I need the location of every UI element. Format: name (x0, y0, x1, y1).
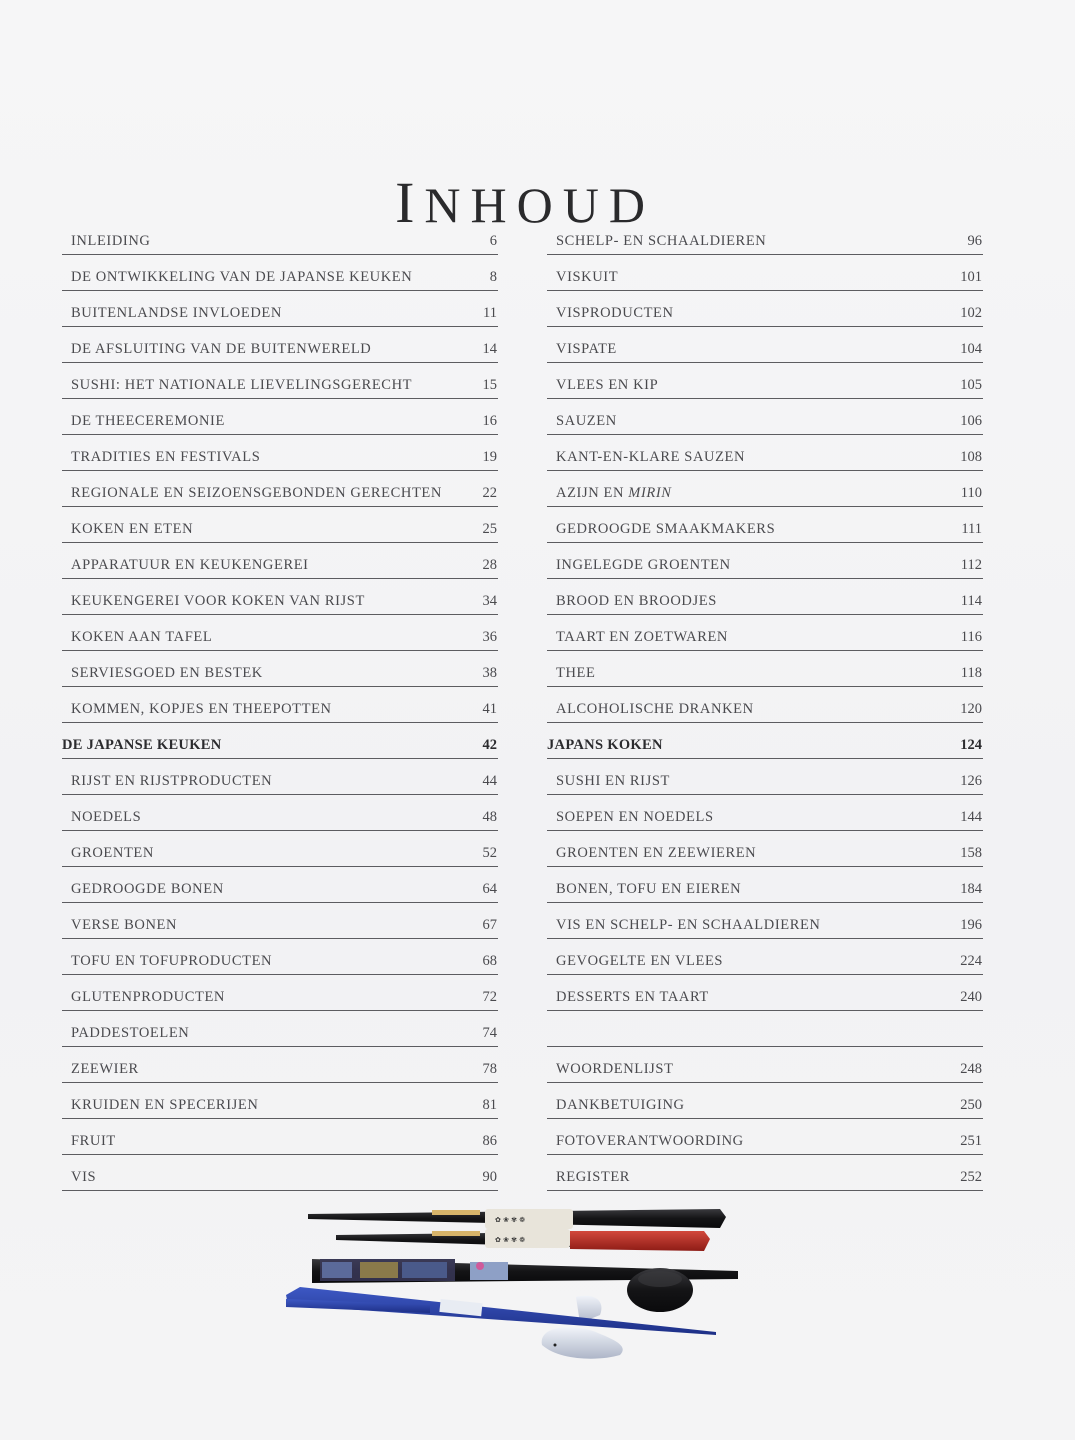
toc-entry-title (71, 845, 154, 862)
toc-entry[interactable] (62, 1121, 498, 1155)
toc-page-number: 44 (482, 773, 497, 789)
toc-page-number: 108 (960, 449, 982, 465)
toc-entry-title-text: DE ONTWIKKELING VAN DE JAPANSE KEUKEN (71, 269, 413, 285)
toc-page-number: 248 (960, 1061, 982, 1077)
toc-entry-title (556, 413, 617, 430)
toc-entry-title (71, 305, 282, 322)
toc-page-number: 78 (482, 1061, 497, 1077)
toc-entry-title (71, 485, 442, 502)
toc-entry-title-text: SCHELP- EN SCHAALDIEREN (556, 233, 767, 249)
toc-page-number: 105 (960, 377, 982, 393)
toc-page-number: 110 (960, 485, 982, 501)
toc-entry-title-text: VISPRODUCTEN (556, 305, 674, 321)
toc-entry-title-text: SUSHI: HET NATIONALE LIEVELINGSGERECHT (71, 377, 413, 393)
toc-entry-title (556, 953, 723, 970)
toc-left-column (62, 221, 498, 1193)
toc-entry-title (71, 341, 371, 358)
toc-page-number: 28 (482, 557, 497, 573)
toc-page-number: 74 (482, 1025, 497, 1041)
toc-entry[interactable] (547, 1085, 983, 1119)
toc-entry-title-text: ALCOHOLISCHE DRANKEN (556, 701, 754, 717)
toc-section-heading[interactable] (62, 725, 498, 759)
toc-entry-title (71, 593, 365, 610)
toc-entry-title (71, 1061, 139, 1078)
toc-entry-title-text: DANKBETUIGING (556, 1097, 685, 1113)
toc-entry-title (71, 989, 225, 1006)
toc-entry-title-text: SERVIESGOED EN BESTEK (71, 665, 263, 681)
toc-entry-title (71, 953, 272, 970)
toc-entry[interactable] (62, 509, 498, 543)
black-chopsticks (308, 1209, 726, 1229)
toc-entry-title (556, 485, 672, 502)
toc-entry-title-text: RIJST EN RIJSTPRODUCTEN (71, 773, 273, 789)
toc-entry-title-text: KOKEN EN ETEN (71, 521, 194, 537)
toc-entry-title (71, 521, 193, 538)
toc-page-number: 240 (960, 989, 982, 1005)
toc-entry[interactable] (547, 689, 983, 723)
toc-entry[interactable] (62, 365, 498, 399)
toc-page-number: 251 (960, 1133, 982, 1149)
toc-entry-title-text: REGIONALE EN SEIZOENSGEBONDEN GERECHTEN (71, 485, 442, 501)
toc-page-number: 158 (960, 845, 982, 861)
toc-entry-title-text: INLEIDING (71, 233, 151, 249)
toc-right-column (547, 221, 983, 1193)
toc-entry-title-text: FOTOVERANTWOORDING (556, 1133, 744, 1149)
toc-entry-title (71, 665, 263, 682)
toc-page-number: 6 (489, 233, 497, 249)
toc-entry[interactable] (547, 1049, 983, 1083)
toc-page-number: 124 (960, 737, 982, 753)
toc-entry-title-text: DE JAPANSE KEUKEN (62, 737, 222, 753)
toc-page-number: 22 (482, 485, 497, 501)
toc-entry-title-text: VISKUIT (556, 269, 619, 285)
toc-entry[interactable] (547, 977, 983, 1011)
toc-section-heading[interactable] (547, 725, 983, 759)
toc-entry-title (71, 1133, 116, 1150)
toc-entry-title-text: REGISTER (556, 1169, 631, 1185)
toc-entry-title-text: DE THEECEREMONIE (71, 413, 225, 429)
toc-entry[interactable] (547, 761, 983, 795)
toc-entry-title (71, 1025, 189, 1042)
toc-entry-title-text: VISPATE (556, 341, 617, 357)
toc-entry-title-text: SAUZEN (556, 413, 617, 429)
toc-entry-title (71, 809, 141, 826)
toc-entry-title (556, 557, 731, 574)
toc-entry-title (547, 737, 663, 754)
toc-page-number: 114 (960, 593, 982, 609)
toc-entry-title (556, 881, 741, 898)
toc-entry-title-text: BROOD EN BROODJES (556, 593, 717, 609)
toc-page-number: 68 (482, 953, 497, 969)
toc-entry-title (556, 1133, 744, 1150)
toc-page-number: 19 (482, 449, 497, 465)
toc-entry[interactable] (62, 833, 498, 867)
toc-entry-title (71, 233, 151, 250)
toc-entry[interactable] (62, 1013, 498, 1047)
toc-entry-title-text: KOMMEN, KOPJES EN THEEPOTTEN (71, 701, 332, 717)
toc-entry-title (71, 881, 224, 898)
toc-page-number: 196 (960, 917, 982, 933)
toc-page-number: 224 (960, 953, 982, 969)
toc-page-number: 34 (482, 593, 497, 609)
toc-page-number: 16 (482, 413, 497, 429)
toc-page-number: 38 (482, 665, 497, 681)
toc-page-number: 42 (482, 737, 497, 753)
toc-entry-title-text: KANT-EN-KLARE SAUZEN (556, 449, 746, 465)
title-rest: NHOUD (424, 176, 655, 233)
toc-entry[interactable] (62, 797, 498, 831)
toc-entry-title-text: INGELEGDE GROENTEN (556, 557, 731, 573)
toc-entry[interactable] (547, 1157, 983, 1191)
toc-entry-title (556, 1061, 674, 1078)
toc-entry[interactable] (62, 869, 498, 903)
toc-entry[interactable] (62, 941, 498, 975)
toc-entry[interactable] (62, 545, 498, 579)
toc-entry-title (556, 269, 618, 286)
toc-entry-title-text: GROENTEN EN ZEEWIEREN (556, 845, 757, 861)
toc-entry[interactable] (62, 761, 498, 795)
toc-entry[interactable] (62, 293, 498, 327)
toc-entry[interactable] (62, 221, 498, 255)
toc-entry[interactable] (547, 257, 983, 291)
toc-entry[interactable] (62, 689, 498, 723)
toc-entry-title (71, 557, 309, 574)
toc-page-number: 126 (960, 773, 982, 789)
toc-page-number: 8 (489, 269, 497, 285)
toc-entry-title-text: VIS (71, 1169, 97, 1185)
toc-entry[interactable] (547, 221, 983, 255)
toc-entry-title (71, 413, 225, 430)
toc-entry-title-text: SUSHI EN RIJST (556, 773, 670, 789)
toc-page-number: 86 (482, 1133, 497, 1149)
toc-entry-title (62, 737, 222, 754)
toc-entry-title (71, 917, 177, 934)
toc-entry-title (556, 341, 617, 358)
toc-entry-title-text: BUITENLANDSE INVLOEDEN (71, 305, 282, 321)
toc-entry-title (556, 1097, 685, 1114)
toc-entry[interactable] (62, 257, 498, 291)
toc-entry[interactable] (62, 1157, 498, 1191)
toc-entry-title (71, 269, 412, 286)
toc-entry-title-text: FRUIT (71, 1133, 116, 1149)
toc-page-number: 118 (960, 665, 982, 681)
toc-entry-title-text: JAPANS KOKEN (547, 737, 663, 753)
toc-entry[interactable] (547, 329, 983, 363)
toc-entry-title-text: KRUIDEN EN SPECERIJEN (71, 1097, 259, 1113)
toc-entry[interactable] (547, 473, 983, 507)
toc-entry-title-text: PADDESTOELEN (71, 1025, 190, 1041)
toc-entry-title (556, 917, 821, 934)
toc-entry-title (556, 449, 745, 466)
toc-entry[interactable] (547, 941, 983, 975)
toc-entry[interactable] (547, 833, 983, 867)
toc-entry-title (556, 809, 714, 826)
toc-page-number: 102 (960, 305, 982, 321)
toc-entry[interactable] (547, 437, 983, 471)
toc-page-number: 15 (482, 377, 497, 393)
toc-page-number: 96 (967, 233, 982, 249)
toc-entry-title-text: BONEN, TOFU EN EIEREN (556, 881, 742, 897)
toc-entry-title (556, 233, 766, 250)
toc-entry-title (71, 629, 212, 646)
toc-entry-title (71, 1097, 258, 1114)
toc-entry-title (556, 989, 709, 1006)
toc-entry-title (556, 377, 658, 394)
toc-entry-title-text: TOFU EN TOFUPRODUCTEN (71, 953, 273, 969)
chopsticks-photo (280, 1195, 750, 1380)
toc-page-number: 116 (960, 629, 982, 645)
toc-page-number: 14 (482, 341, 497, 357)
toc-entry-title-text: GEDROOGDE BONEN (71, 881, 224, 897)
toc-entry[interactable] (547, 365, 983, 399)
toc-page-number: 144 (960, 809, 982, 825)
toc-page-number: 72 (482, 989, 497, 1005)
toc-entry[interactable] (62, 329, 498, 363)
toc-entry[interactable] (62, 653, 498, 687)
toc-page-number: 25 (482, 521, 497, 537)
toc-page-number: 104 (960, 341, 982, 357)
toc-page-number: 120 (960, 701, 982, 717)
toc-entry-title-text: VIS EN SCHELP- EN SCHAALDIEREN (556, 917, 821, 933)
toc-entry[interactable] (547, 1121, 983, 1155)
toc-entry-title-text: DESSERTS EN TAART (556, 989, 709, 1005)
toc-entry-title-text: APPARATUUR EN KEUKENGEREI (71, 557, 309, 573)
toc-entry[interactable] (547, 797, 983, 831)
toc-entry-title-text: TRADITIES EN FESTIVALS (71, 449, 261, 465)
toc-page-number: 52 (482, 845, 497, 861)
toc-entry-title-text: AZIJN EN (556, 485, 629, 501)
toc-entry-title (71, 1169, 96, 1186)
toc-entry-title (556, 1169, 630, 1186)
toc-entry-title-text: DE AFSLUITING VAN DE BUITENWERELD (71, 341, 372, 357)
toc-entry-title-text: GROENTEN (71, 845, 154, 861)
toc-entry[interactable] (62, 473, 498, 507)
toc-entry[interactable] (547, 401, 983, 435)
toc-page-number: 67 (482, 917, 497, 933)
toc-page-number: 111 (961, 521, 982, 537)
toc-entry-title-text: GLUTENPRODUCTEN (71, 989, 225, 1005)
toc-entry-title (556, 305, 674, 322)
toc-entry-title-text: GEVOGELTE EN VLEES (556, 953, 724, 969)
toc-entry[interactable] (62, 977, 498, 1011)
toc-entry[interactable] (62, 401, 498, 435)
toc-entry-title (556, 701, 754, 718)
svg-text:✿ ❀ ✾ ❁: ✿ ❀ ✾ ❁ (495, 1236, 526, 1244)
toc-entry[interactable] (547, 581, 983, 615)
toc-entry-title-text: SOEPEN EN NOEDELS (556, 809, 714, 825)
toc-blank-row (547, 1013, 983, 1047)
toc-entry-title (556, 845, 756, 862)
toc-page-number: 11 (483, 305, 497, 321)
red-chopsticks (336, 1229, 710, 1251)
toc-page-number: 106 (960, 413, 982, 429)
toc-page-number: 48 (482, 809, 497, 825)
title-initial: I (395, 169, 425, 235)
toc-page-number: 252 (960, 1169, 982, 1185)
toc-entry-title-text: KOKEN AAN TAFEL (71, 629, 213, 645)
toc-entry[interactable] (62, 1085, 498, 1119)
toc-page-number: 36 (482, 629, 497, 645)
toc-entry[interactable] (62, 581, 498, 615)
toc-entry-title (71, 449, 260, 466)
toc-entry[interactable] (62, 905, 498, 939)
toc-entry-title (556, 629, 728, 646)
toc-entry-title-italic: MIRIN (628, 485, 672, 501)
toc-page-number: 41 (482, 701, 497, 717)
toc-page-number: 250 (960, 1097, 982, 1113)
toc-entry-title (71, 773, 272, 790)
toc-entry-title-text: GEDROOGDE SMAAKMAKERS (556, 521, 776, 537)
toc-entry-title-text: THEE (556, 665, 596, 681)
toc-page-number: 184 (960, 881, 982, 897)
toc-entry-title-text: ZEEWIER (71, 1061, 139, 1077)
toc-entry[interactable] (62, 437, 498, 471)
toc-entry-title (71, 701, 332, 718)
toc-entry-title-text: NOEDELS (71, 809, 142, 825)
toc-entry[interactable] (62, 1049, 498, 1083)
toc-page-number: 81 (482, 1097, 497, 1113)
toc-entry-title (556, 665, 595, 682)
toc-entry[interactable] (547, 869, 983, 903)
toc-page-number: 112 (960, 557, 982, 573)
toc-entry-title (556, 773, 670, 790)
toc-entry-title (556, 521, 775, 538)
toc-entry[interactable] (547, 905, 983, 939)
toc-page-number: 90 (482, 1169, 497, 1185)
toc-entry[interactable] (547, 509, 983, 543)
toc-entry[interactable] (547, 293, 983, 327)
toc-entry-title (71, 377, 412, 394)
svg-text:✿ ❀ ✾ ❁: ✿ ❀ ✾ ❁ (495, 1216, 526, 1224)
toc-page-number: 101 (960, 269, 982, 285)
toc-entry-title-text: WOORDENLIJST (556, 1061, 674, 1077)
toc-entry[interactable] (547, 653, 983, 687)
toc-entry-title-text: KEUKENGEREI VOOR KOKEN VAN RIJST (71, 593, 365, 609)
toc-entry[interactable] (547, 617, 983, 651)
toc-entry-title-text: VERSE BONEN (71, 917, 178, 933)
toc-entry[interactable] (547, 545, 983, 579)
toc-page-number: 64 (482, 881, 497, 897)
toc-entry-title-text: VLEES EN KIP (556, 377, 659, 393)
toc-entry[interactable] (62, 617, 498, 651)
toc-entry-title-text: TAART EN ZOETWAREN (556, 629, 729, 645)
toc-entry-title (556, 593, 717, 610)
